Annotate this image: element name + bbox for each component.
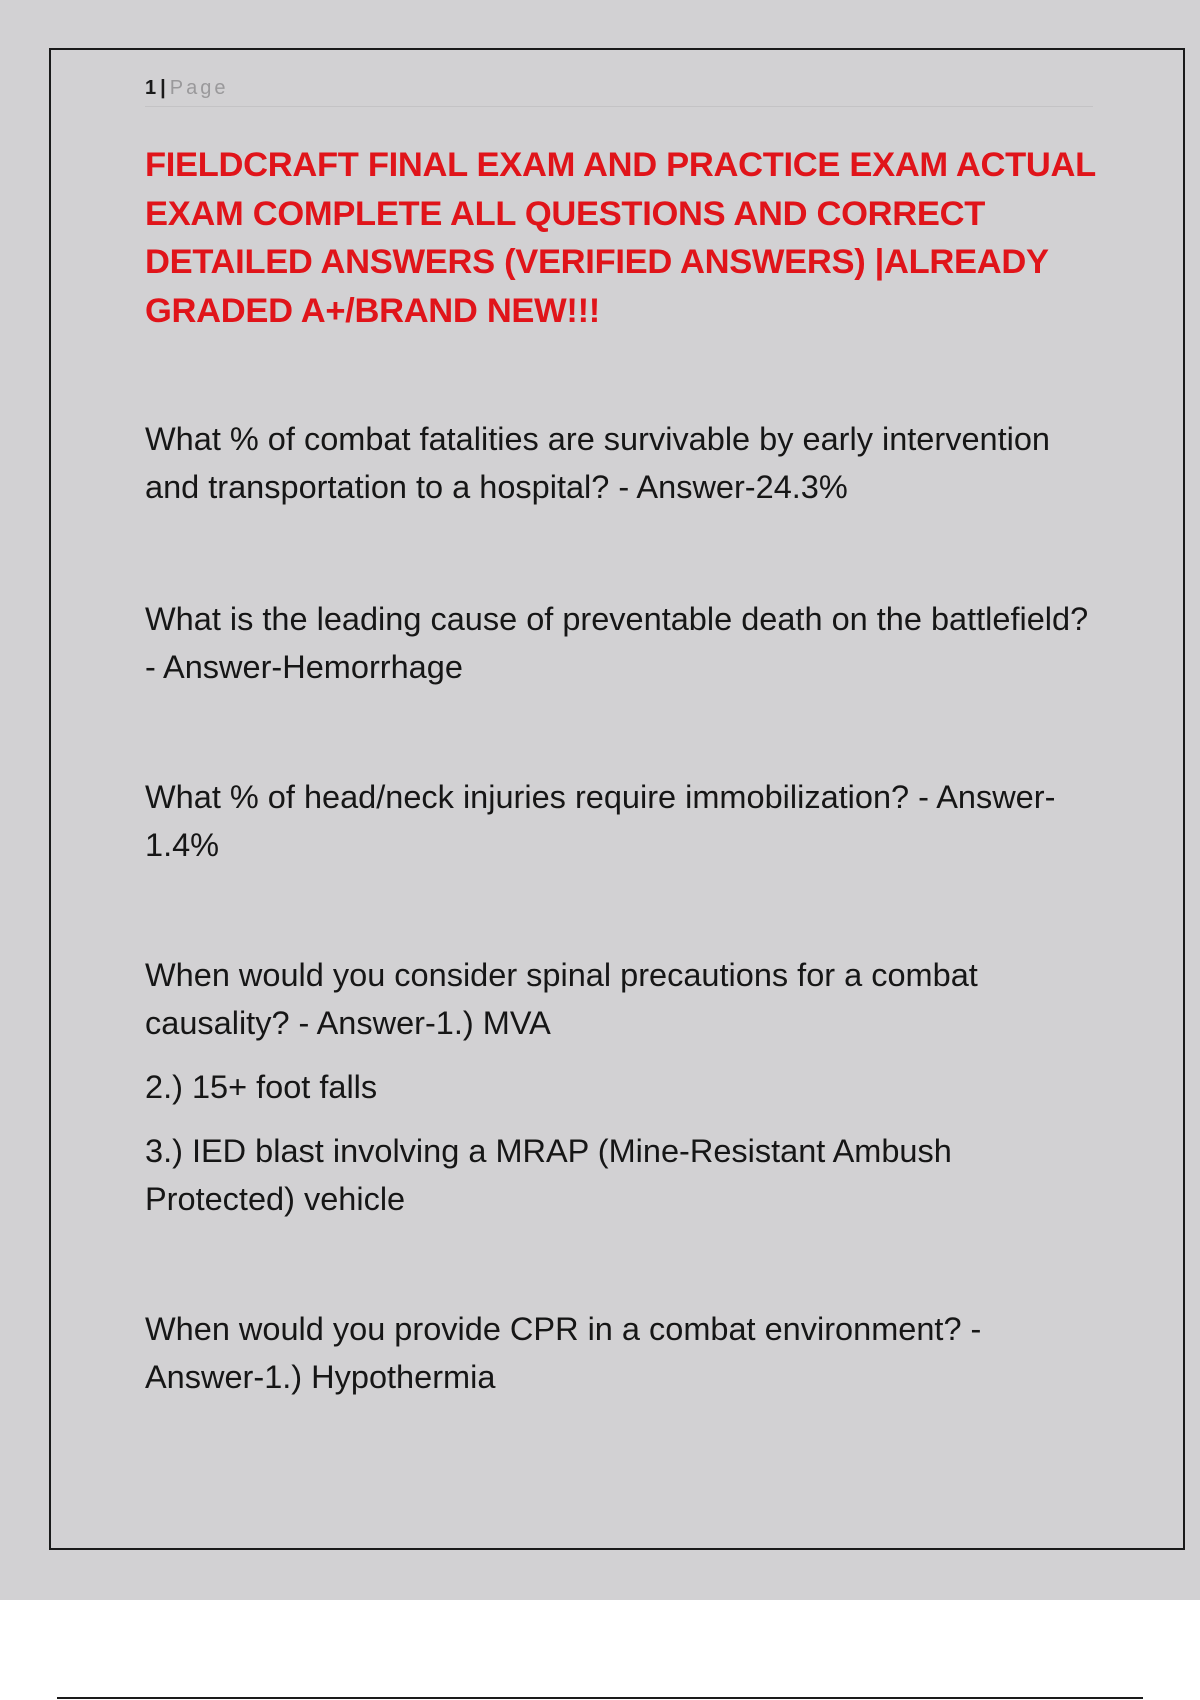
footer-divider: [57, 1697, 1143, 1699]
question-block: [145, 595, 1105, 691]
page-label: Page: [169, 77, 229, 99]
question-text: When would you provide CPR in a combat environment? - Answer-1.) Hypothermia: [145, 1311, 982, 1395]
answer-list-item: 2.) 15+ foot falls: [145, 1069, 378, 1105]
question-block: [145, 415, 1105, 511]
page-number: 1: [145, 77, 157, 99]
question-text: When would you consider spinal precautions for a combat causality? - Answer-1.) MVA: [145, 957, 978, 1041]
question-block: [145, 1305, 1105, 1401]
question-text: What % of head/neck injuries require immobilization? - Answer-1.4%: [145, 779, 1056, 863]
question-block: [145, 951, 1105, 1223]
questions-list: [145, 415, 1105, 1485]
document-title: FIELDCRAFT FINAL EXAM AND PRACTICE EXAM ACTUAL EXAM COMPLETE ALL QUESTIONS AND CORRECT DETAILED ANSWERS (VERIFIED ANSWERS) |ALREADY GRADED A+/BRAND NEW!!!: [145, 146, 1096, 330]
answer-list-item: 3.) IED blast involving a MRAP (Mine-Resistant Ambush Protected) vehicle: [145, 1133, 952, 1217]
question-text: What % of combat fatalities are survivable by early intervention and transportation to a hospital? - Answer-24.3%: [145, 421, 1051, 505]
question-text: What is the leading cause of preventable death on the battlefield? - Answer-Hemorrhage: [145, 601, 1089, 685]
page-header: [145, 74, 1093, 107]
question-block: [145, 773, 1105, 869]
page-separator: |: [160, 77, 166, 99]
